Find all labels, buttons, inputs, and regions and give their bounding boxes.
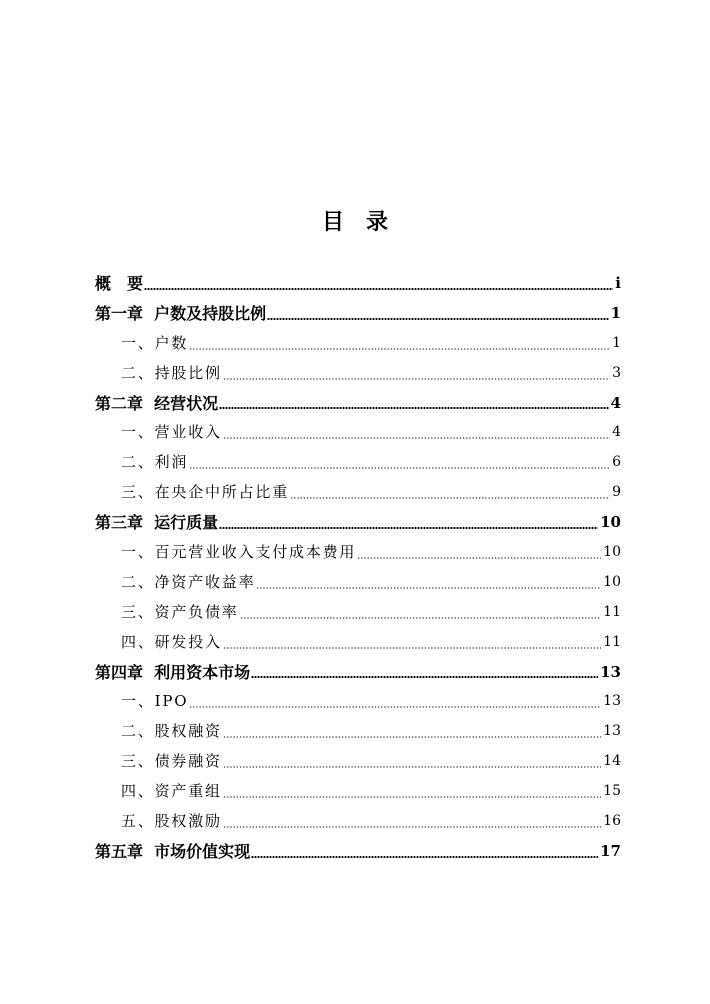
toc-chapter-3	[95, 508, 621, 538]
page-number: 3	[612, 364, 621, 381]
dot-leader	[223, 736, 601, 738]
toc-entry-label: 五、股权激励	[121, 812, 222, 831]
toc-section-4-4	[95, 777, 621, 807]
toc-entry-label: 二、利润	[121, 453, 189, 472]
toc-entry-label: 四、资产重组	[121, 782, 222, 801]
page-number: 10	[603, 544, 621, 560]
toc-section-2-3	[95, 478, 621, 508]
page-number: 17	[600, 841, 621, 860]
toc-chapter-1	[95, 299, 621, 329]
dot-leader	[223, 766, 601, 768]
toc-section-3-4	[95, 628, 621, 658]
page-number: 10	[600, 513, 621, 532]
toc-section-1-2	[95, 359, 621, 389]
dot-leader	[219, 407, 608, 409]
dot-leader	[223, 437, 610, 439]
dot-leader	[290, 497, 610, 499]
toc-entry-label: 三、在央企中所占比重	[121, 483, 290, 502]
toc-entry-label: 三、资产负债率	[121, 602, 239, 621]
toc-section-4-1	[95, 687, 621, 717]
toc-entry-label: 第三章 运行质量	[95, 513, 219, 533]
page-number: 13	[603, 693, 621, 710]
page-number: 15	[603, 783, 621, 800]
page-number: 11	[603, 633, 621, 650]
page-number: 14	[603, 753, 621, 770]
page-number: 13	[600, 662, 621, 681]
dot-leader	[357, 557, 601, 559]
dot-leader	[219, 527, 598, 529]
page-number: i	[615, 273, 621, 292]
toc-entry-label: 一、营业收入	[121, 423, 222, 442]
dot-leader	[240, 617, 602, 619]
toc-section-3-1	[95, 538, 621, 568]
toc-chapter-4	[95, 658, 621, 688]
toc-section-4-3	[95, 747, 621, 777]
dot-leader	[267, 318, 608, 320]
dot-leader	[251, 676, 598, 678]
dot-leader	[189, 348, 610, 350]
toc-section-4-5	[95, 807, 621, 837]
toc-section-3-3	[95, 598, 621, 628]
toc-section-4-2	[95, 717, 621, 747]
toc-entry-label: 第二章 经营状况	[95, 393, 219, 413]
dot-leader	[223, 826, 601, 828]
toc-entry-label: 一、户数	[121, 333, 189, 352]
toc-entry-summary	[95, 269, 621, 299]
dot-leader	[256, 587, 601, 589]
toc-entry-label: 二、股权融资	[121, 722, 222, 741]
toc-entry-label: 第五章 市场价值实现	[95, 841, 251, 861]
page-title: 目 录	[321, 209, 388, 235]
toc-section-2-1	[95, 418, 621, 448]
dot-leader	[251, 856, 598, 858]
toc-entry-label: 概 要	[95, 273, 144, 293]
dot-leader	[189, 467, 610, 469]
page-number: 4	[610, 393, 621, 412]
page-number: 1	[610, 303, 621, 322]
dot-leader	[144, 288, 613, 290]
toc-section-2-2	[95, 448, 621, 478]
toc-entry-label: 一、IPO	[121, 692, 189, 711]
table-of-contents	[95, 269, 621, 867]
toc-section-1-1	[95, 329, 621, 359]
toc-entry-label: 二、持股比例	[121, 363, 222, 382]
toc-section-3-2	[95, 568, 621, 598]
dot-leader	[223, 378, 610, 380]
page-number: 9	[612, 484, 621, 501]
toc-entry-label: 二、净资产收益率	[121, 572, 256, 591]
toc-chapter-5	[95, 837, 621, 867]
toc-entry-label: 第一章 户数及持股比例	[95, 303, 267, 323]
dot-leader	[223, 796, 601, 798]
toc-chapter-2	[95, 389, 621, 419]
page-number: 6	[612, 454, 621, 471]
page-number: 10	[603, 573, 621, 590]
page-number: 4	[612, 424, 621, 441]
toc-entry-label: 一、百元营业收入支付成本费用	[121, 543, 357, 561]
dot-leader	[189, 706, 601, 708]
dot-leader	[223, 647, 601, 649]
page-number: 1	[612, 334, 621, 351]
page-number: 16	[603, 813, 621, 830]
toc-entry-label: 第四章 利用资本市场	[95, 662, 251, 682]
page-number: 13	[603, 723, 621, 740]
page-number: 11	[603, 603, 621, 620]
toc-entry-label: 三、债券融资	[121, 752, 222, 771]
toc-entry-label: 四、研发投入	[121, 632, 222, 651]
